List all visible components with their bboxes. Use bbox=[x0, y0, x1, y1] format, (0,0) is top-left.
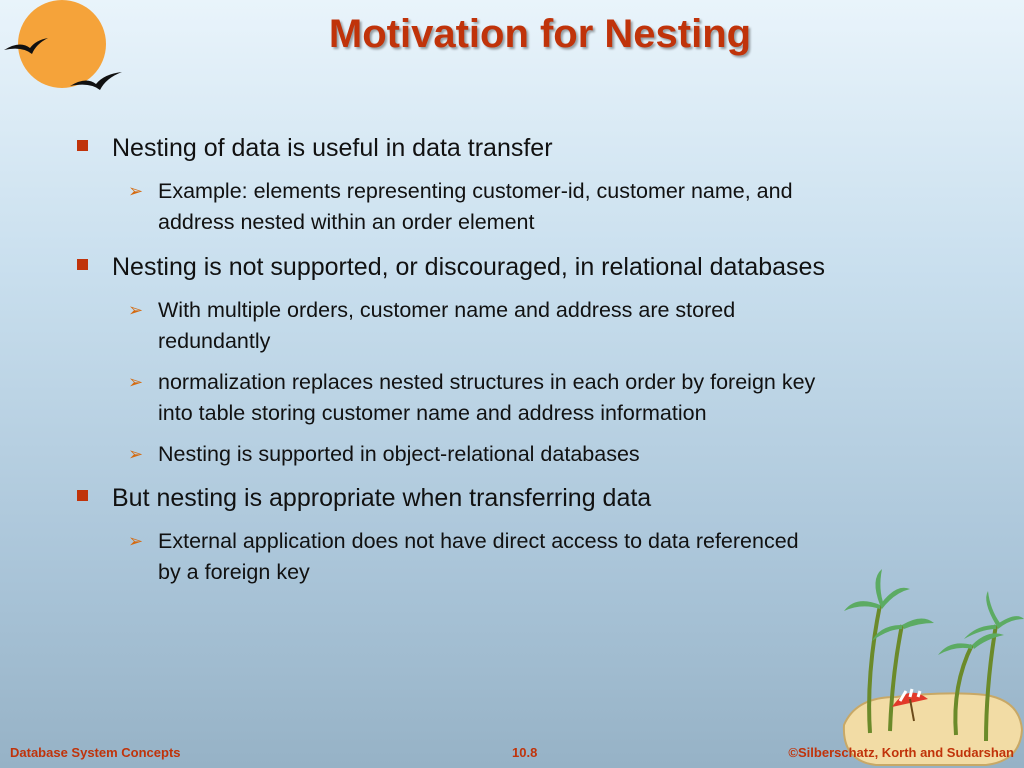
sub-bullet-item bbox=[128, 176, 958, 238]
sub-bullet-item bbox=[128, 295, 958, 357]
sub-bullet-line: by a foreign key bbox=[158, 560, 310, 584]
bullet-item bbox=[112, 252, 825, 282]
sub-bullet-line: into table storing customer name and address information bbox=[158, 401, 707, 425]
sub-bullet-line: With multiple orders, customer name and address are stored bbox=[158, 298, 736, 322]
bullet-item bbox=[112, 483, 651, 513]
bullet-text: Nesting of data is useful in data transfer bbox=[112, 134, 553, 162]
slide-title: Motivation for Nesting bbox=[328, 12, 752, 56]
sub-bullet-line: redundantly bbox=[158, 329, 271, 353]
arrow-bullet-icon: ➢ bbox=[128, 300, 144, 320]
footer-right: ©Silberschatz, Korth and Sudarshan bbox=[788, 745, 1014, 760]
palm-island-icon bbox=[836, 565, 1024, 768]
arrow-bullet-icon: ➢ bbox=[128, 372, 144, 392]
bullet-text: Nesting is not supported, or discouraged, in relational databases bbox=[112, 253, 825, 281]
sub-bullet-line: Nesting is supported in object-relational databases bbox=[158, 442, 640, 466]
sub-bullet-line: address nested within an order element bbox=[158, 210, 535, 234]
sub-bullet-line: External application does not have direct access to data referenced bbox=[158, 529, 799, 553]
square-bullet-icon bbox=[77, 259, 88, 270]
sub-bullet-line: normalization replaces nested structures in each order by foreign key bbox=[158, 370, 816, 394]
arrow-bullet-icon: ➢ bbox=[128, 181, 144, 201]
square-bullet-icon bbox=[77, 140, 88, 151]
square-bullet-icon bbox=[77, 490, 88, 501]
arrow-bullet-icon: ➢ bbox=[128, 531, 144, 551]
sub-bullet-item bbox=[128, 439, 958, 470]
bullet-item bbox=[112, 133, 553, 163]
sub-bullet-item bbox=[128, 367, 958, 429]
footer-left: Database System Concepts bbox=[10, 745, 181, 760]
slide-number: 10.8 bbox=[512, 745, 538, 760]
bullet-text: But nesting is appropriate when transferring data bbox=[112, 484, 652, 512]
sub-bullet-line: Example: elements representing customer-id, customer name, and bbox=[158, 179, 793, 203]
arrow-bullet-icon: ➢ bbox=[128, 444, 144, 464]
